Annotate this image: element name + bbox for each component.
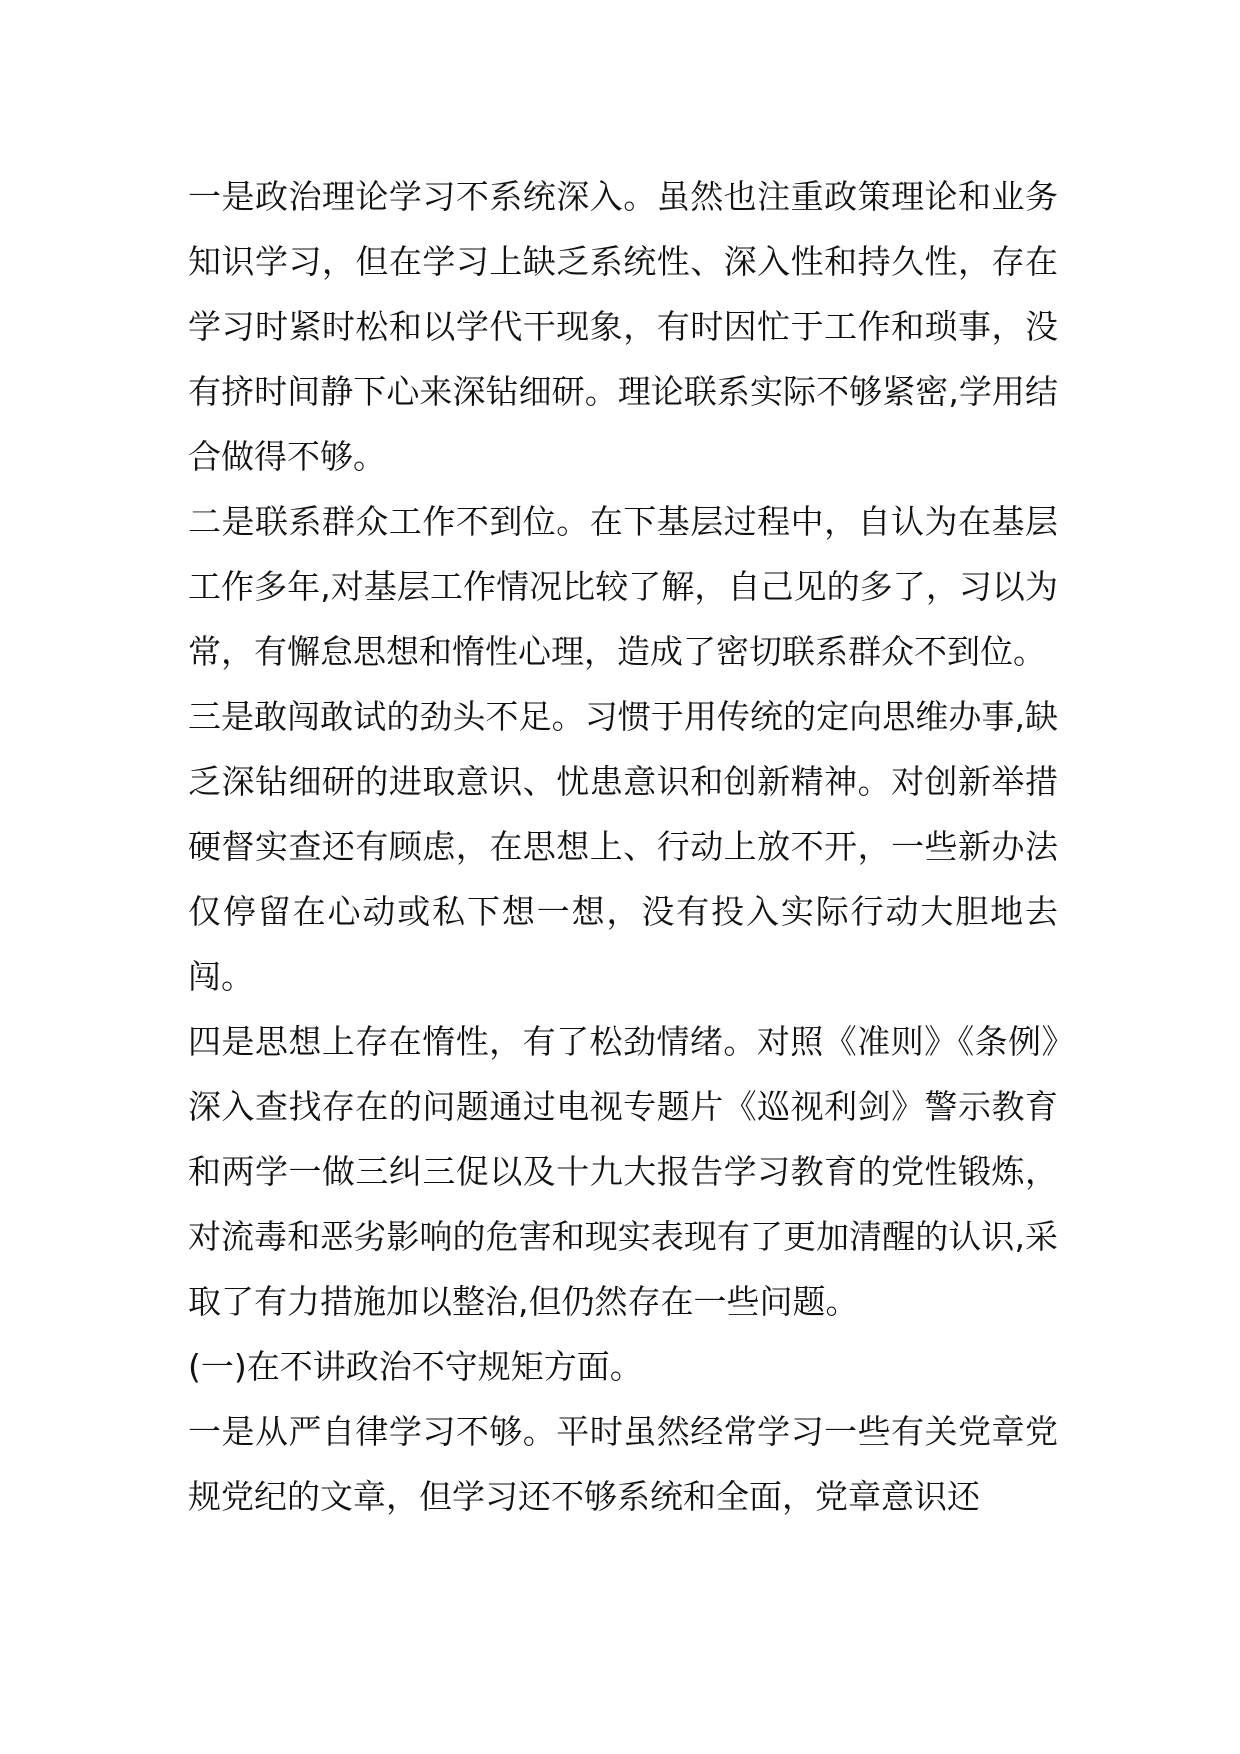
paragraph-self-discipline: 一是从严自律学习不够。平时虽然经常学习一些有关党章党规党纪的文章，但学习还不够系统和全面，党章意识还 — [188, 1412, 1058, 1516]
paragraph-innovation: 三是敢闯敢试的劲头不足。习惯于用传统的定向思维办事,缺乏深钻细研的进取意识、忧患意识和创新精神。对创新举措硬督实查还有顾虑，在思想上、行动上放不开，一些新办法仅停留在心动或私下想一想，没有投入实际行动大胆地去闯。 — [188, 697, 1058, 996]
paragraph-inertia: 四是思想上存在惰性，有了松劲情绪。对照《准则》《条例》深入查找存在的问题通过电视专题片《巡视利剑》警示教育和两学一做三纠三促以及十九大报告学习教育的党性锻炼，对流毒和恶劣影响的危害和现实表现有了更加清醒的认识,采取了有力措施加以整治,但仍然存在一些问题。 — [188, 1022, 1058, 1321]
section-heading-political-rules: (一)在不讲政治不守规矩方面。 — [188, 1347, 643, 1386]
paragraph-contact-masses: 二是联系群众工作不到位。在下基层过程中，自认为在基层工作多年,对基层工作情况比较了解，自己见的多了，习以为常，有懈怠思想和惰性心理，造成了密切联系群众不到位。 — [188, 502, 1058, 671]
paragraph-political-theory: 一是政治理论学习不系统深入。虽然也注重政策理论和业务知识学习，但在学习上缺乏系统性、深入性和持久性，存在学习时紧时松和以学代干现象，有时因忙于工作和琐事，没有挤时间静下心来深钻细研。理论联系实际不够紧密,学用结合做得不够。 — [188, 177, 1058, 476]
document-body — [188, 164, 1058, 1529]
